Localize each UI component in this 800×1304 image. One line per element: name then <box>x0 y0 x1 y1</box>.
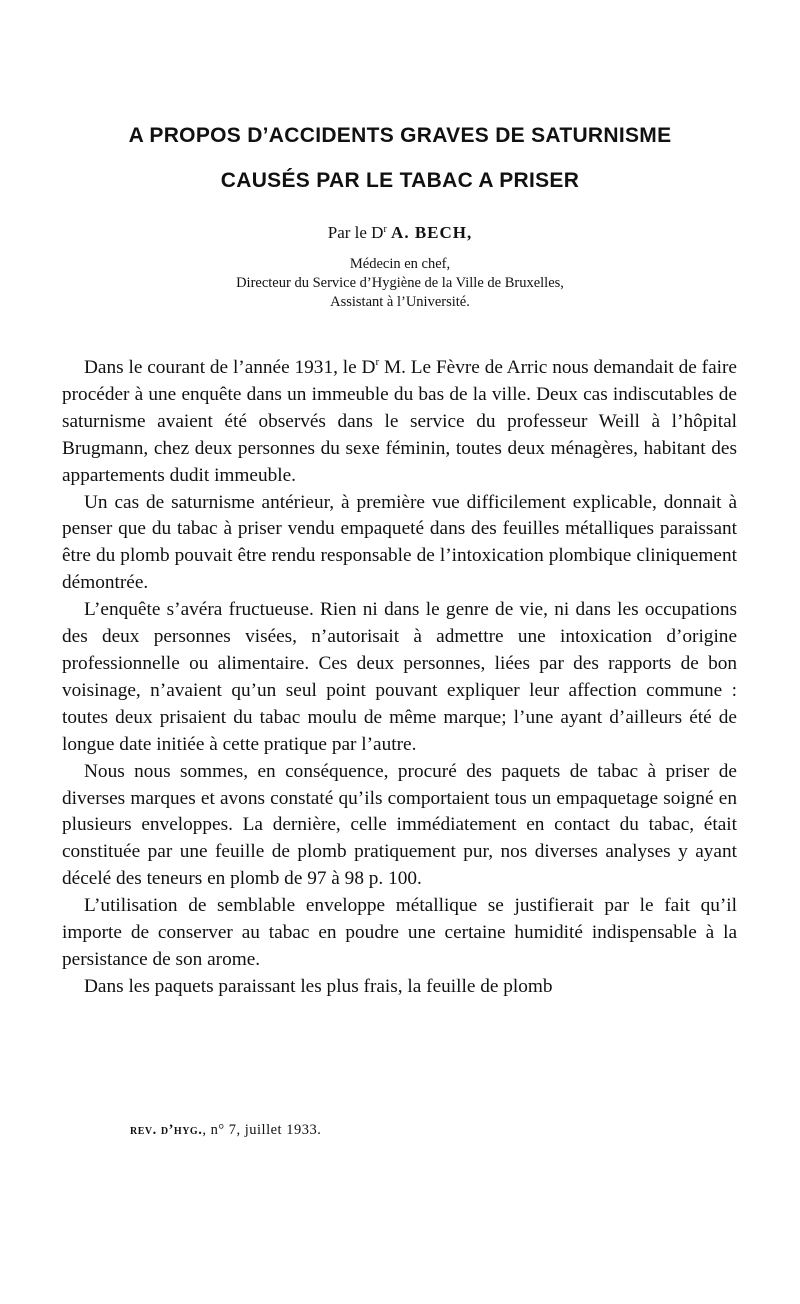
author-name: A. BECH, <box>391 223 473 242</box>
author-prefix: Par le D <box>327 223 384 242</box>
article-title <box>60 124 740 193</box>
author-affiliation <box>60 255 740 312</box>
author-line <box>60 220 740 243</box>
journal-abbrev: rev. d’hyg. <box>130 1122 203 1138</box>
paragraph-text: Dans le courant de l’année 1931, le D <box>84 357 376 378</box>
affiliation-line: Assistant à l’Université. <box>330 294 470 310</box>
title-line-1: A PROPOS D’ACCIDENTS GRAVES DE SATURNISME <box>128 124 672 147</box>
paragraph-text: M. Le Fèvre de Arric nous demandait de faire procéder à une enquête dans un immeuble du bas de la ville. Deux cas indiscutables de saturnisme avaient été observés dans le service du professeur Weill à l’hôpital Brugmann, chez deux personnes du sexe féminin, toutes deux ménagères, habitant des appartements dudit immeuble. <box>62 357 737 486</box>
paragraph: L’enquête s’avéra fructueuse. Rien ni dans le genre de vie, ni dans les occupations des deux personnes visées, n’autorisait à admettre une intoxication d’origine professionnelle ou alimentaire. Ces deux personnes, liées par des rapports de bon voisinage, n’avaient qu’un seul point pouvant expliquer leur affection commune : toutes deux prisaient du tabac moulu de même marque; l’une ayant d’ailleurs été de longue date initiée à cette pratique par l’autre. <box>62 599 737 755</box>
title-line-2: CAUSÉS PAR LE TABAC A PRISER <box>220 169 580 192</box>
paragraph: Un cas de saturnisme antérieur, à première vue difficilement explicable, donnait à penser que du tabac à priser vendu empaqueté dans des feuilles métalliques paraissant être du plomb pouvait être rendu responsable de l’intoxication plombique cliniquement démontrée. <box>62 491 737 594</box>
paragraph: Nous nous sommes, en conséquence, procuré des paquets de tabac à priser de diverses marques et avons constaté qu’ils comportaient tous un empaquetage soigné en plusieurs enveloppes. La dernière, celle immédiatement en contact du tabac, était constituée par une feuille de plomb pratiquement pur, nos diverses analyses y ayant décelé des teneurs en plomb de 97 à 98 p. 100. <box>62 760 737 890</box>
affiliation-line: Médecin en chef, <box>349 256 451 272</box>
author-prefix-sup: r <box>383 224 387 235</box>
paragraph: L’utilisation de semblable enveloppe métallique se justifierait par le fait qu’il importe de conserver au tabac en poudre une certaine humidité indispensable à la persistance de son arome. <box>62 895 737 970</box>
paragraph <box>62 355 737 490</box>
article-body <box>62 355 737 1001</box>
page-footer <box>130 1121 321 1139</box>
issue-info: , n° 7, juillet 1933. <box>202 1122 322 1138</box>
affiliation-line: Directeur du Service d’Hygiène de la Ville de Bruxelles, <box>236 275 564 291</box>
paragraph: Dans les paquets paraissant les plus frais, la feuille de plomb <box>84 975 553 997</box>
superscript: r <box>375 356 380 368</box>
